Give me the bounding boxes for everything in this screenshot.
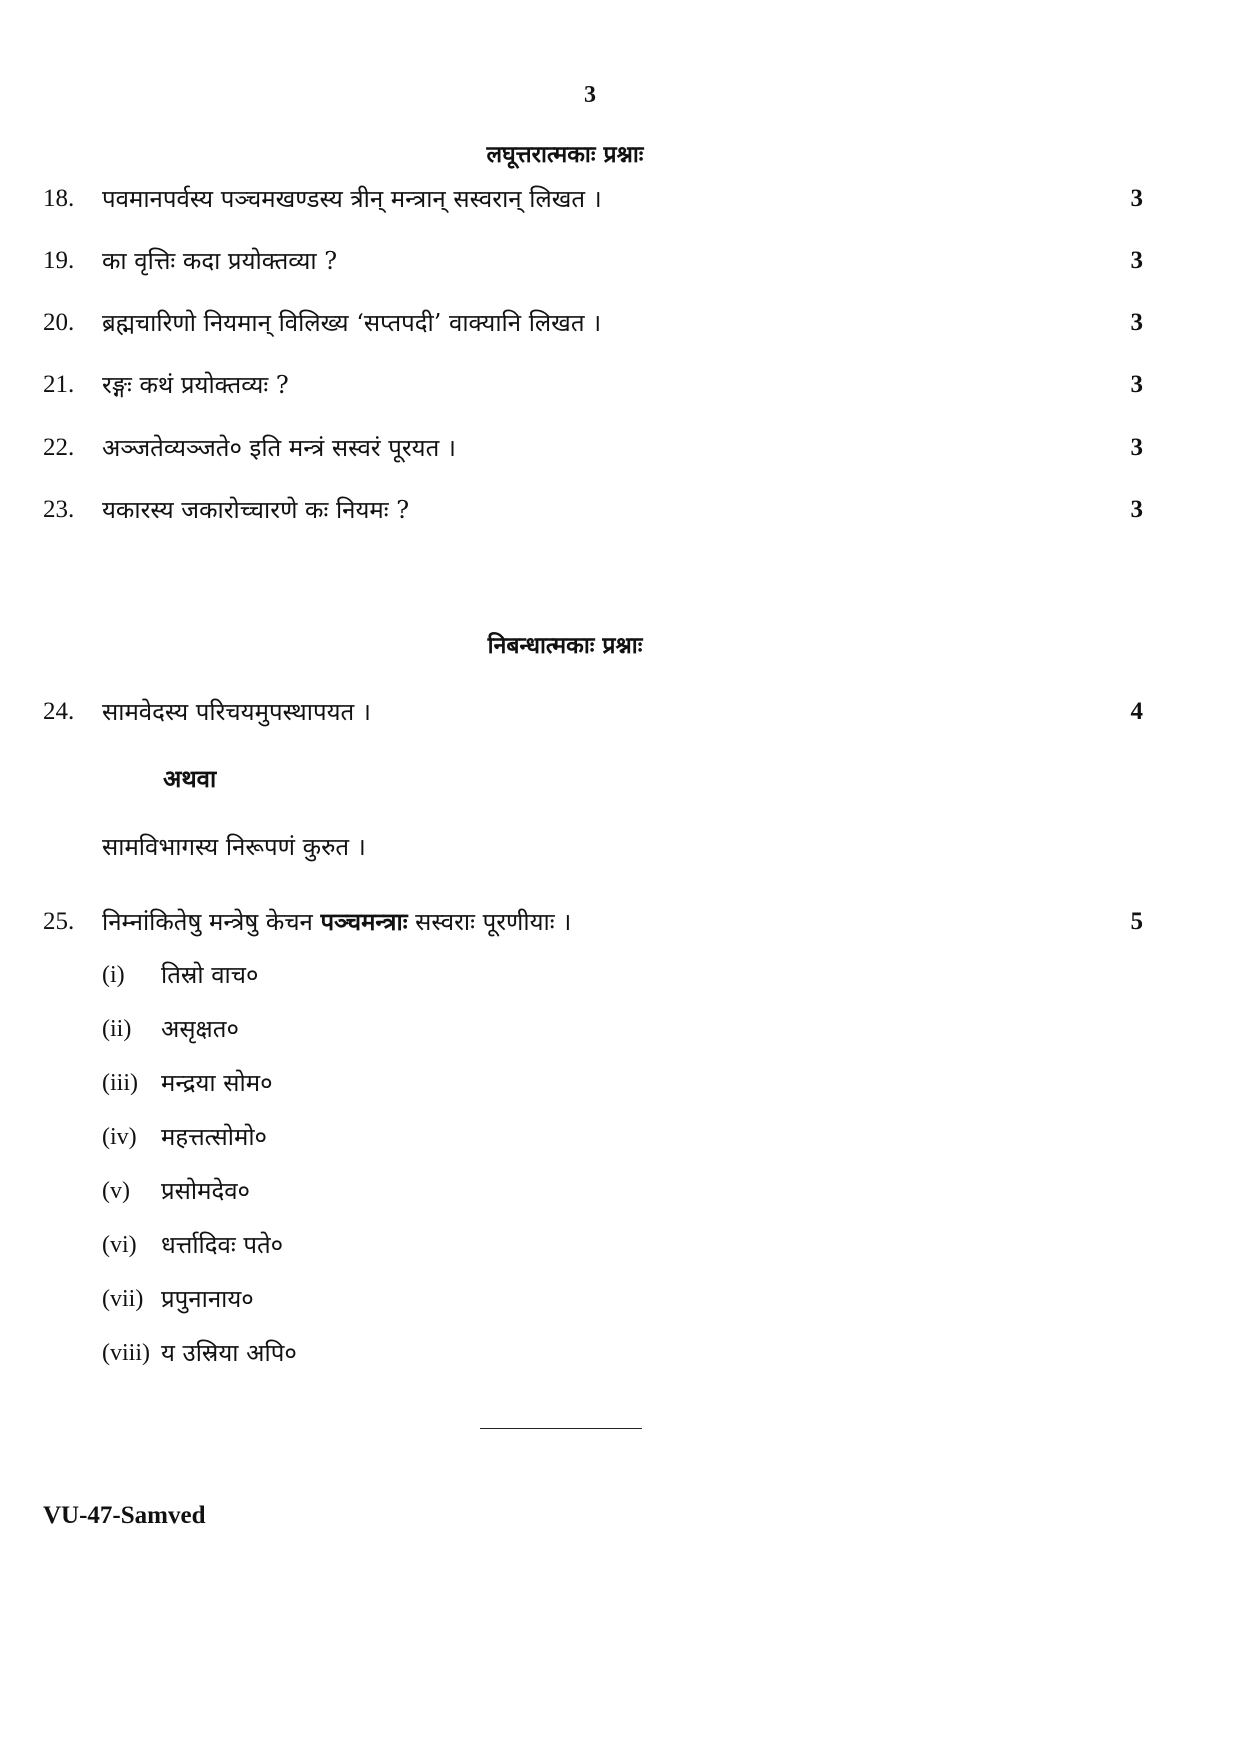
sub-item-text: असृक्षत० xyxy=(161,1015,239,1043)
question-marks: 3 xyxy=(1130,371,1143,398)
question-24 xyxy=(43,695,1143,729)
question-18 xyxy=(43,182,1143,216)
question-22 xyxy=(43,431,1143,465)
question-number: 24. xyxy=(43,698,75,725)
question-marks: 3 xyxy=(1130,247,1143,274)
sub-item-numeral: (vi) xyxy=(102,1232,137,1258)
question-marks: 3 xyxy=(1130,309,1143,336)
sub-item-text: महत्तत्सोमो० xyxy=(161,1123,268,1151)
question-21 xyxy=(43,368,1143,402)
question-23 xyxy=(43,493,1143,527)
question-number: 19. xyxy=(43,247,75,274)
question-19 xyxy=(43,244,1143,278)
question-marks: 4 xyxy=(1130,698,1143,725)
question-text-start: निम्नांकितेषु मन्त्रेषु केचन xyxy=(102,908,321,936)
sub-item-text: प्रसोमदेव० xyxy=(161,1177,251,1205)
paper-code-footer: VU-47-Samved xyxy=(43,1502,206,1529)
question-number: 21. xyxy=(43,371,75,398)
section-heading-essay: निबन्धात्मकाः प्रश्नाः xyxy=(487,632,643,659)
question-marks: 3 xyxy=(1130,185,1143,212)
question-number: 23. xyxy=(43,496,75,523)
sub-item-numeral: (v) xyxy=(102,1178,130,1204)
sub-item-numeral: (iii) xyxy=(102,1070,138,1096)
sub-item-text: प्रपुनानाय० xyxy=(161,1285,254,1313)
section-heading-short-answer: लघूत्तरात्मकाः प्रश्नाः xyxy=(486,141,644,168)
sub-item-text: धर्त्तादिवः पते० xyxy=(161,1231,284,1259)
question-text: ब्रह्मचारिणो नियमान् विलिख्य ‘सप्तपदी’ वाक्यानि लिखत । xyxy=(102,309,602,337)
sub-item-text: तिस्रो वाच० xyxy=(161,961,259,989)
question-text: सामवेदस्य परिचयमुपस्थापयत । xyxy=(102,698,371,726)
question-number: 25. xyxy=(43,908,75,935)
end-divider xyxy=(480,1428,642,1429)
question-marks: 3 xyxy=(1130,434,1143,461)
question-marks: 3 xyxy=(1130,496,1143,523)
question-text: अञ्जतेव्यञ्जते० इति मन्त्रं सस्वरं पूरयत । xyxy=(102,434,457,462)
question-text: का वृत्तिः कदा प्रयोक्तव्या ? xyxy=(102,247,338,275)
question-20 xyxy=(43,306,1143,340)
question-number: 22. xyxy=(43,434,75,461)
sub-item-text: य उस्रिया अपि० xyxy=(161,1339,297,1367)
question-text-emphasis: पञ्चमन्त्राः xyxy=(320,907,408,936)
sub-item-numeral: (iv) xyxy=(102,1124,137,1150)
page-number: 3 xyxy=(584,82,596,108)
question-25 xyxy=(43,905,1143,939)
question-text: रङ्गः कथं प्रयोक्तव्यः ? xyxy=(102,371,289,399)
sub-item-numeral: (ii) xyxy=(102,1016,132,1042)
sub-item-numeral: (viii) xyxy=(102,1340,150,1366)
question-number: 20. xyxy=(43,309,75,336)
question-text xyxy=(102,905,571,939)
sub-item-text: मन्द्रया सोम० xyxy=(161,1069,273,1097)
question-number: 18. xyxy=(43,185,75,212)
question-text-end: सस्वराः पूरणीयाः । xyxy=(407,908,572,936)
question-text: पवमानपर्वस्य पञ्चमखण्डस्य त्रीन् मन्त्रान् सस्वरान् लिखत । xyxy=(102,185,602,213)
alternative-question-text: सामविभागस्य निरूपणं कुरुत । xyxy=(102,833,366,861)
sub-item-numeral: (i) xyxy=(102,962,125,988)
or-label: अथवा xyxy=(163,764,217,793)
question-text: यकारस्य जकारोच्चारणे कः नियमः ? xyxy=(102,496,410,524)
question-marks: 5 xyxy=(1130,908,1143,935)
sub-item-numeral: (vii) xyxy=(102,1286,144,1312)
